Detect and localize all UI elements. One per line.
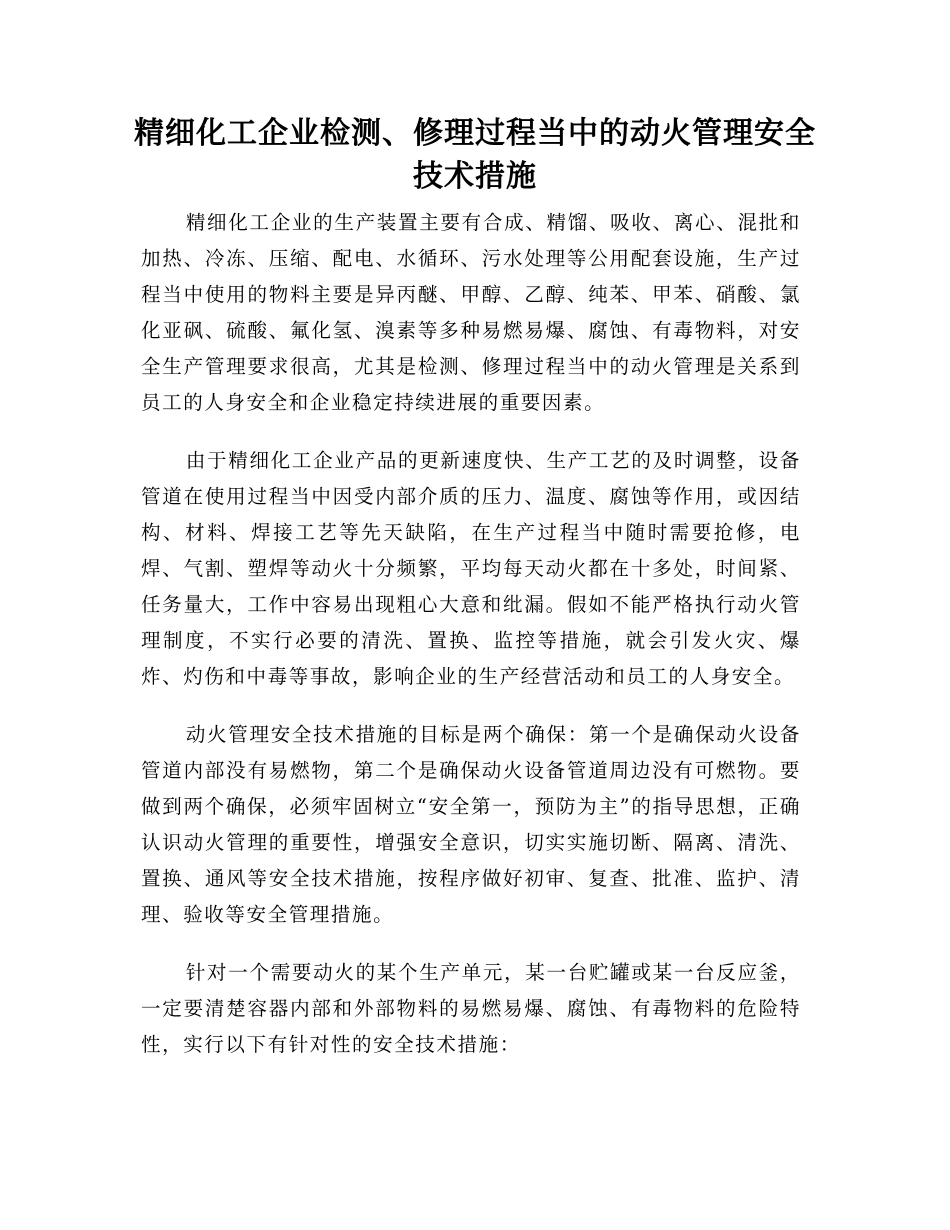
document-title: 精细化工企业检测、修理过程当中的动火管理安全技术措施 — [134, 116, 816, 194]
paragraph-3: 动火管理安全技术措施的目标是两个确保：第一个是确保动火设备管道内部没有易燃物，第二个是确保动火设备管道周边没有可燃物。要做到两个确保，必须牢固树立“安全第一，预防为主”的指导思想，正确认识动火管理的重要性，增强安全意识，切实实施切断、隔离、清洗、置换、通风等安全技术措施，按程序做好初审、复查、批准、监护、清理、验收等安全管理措施。 — [141, 723, 801, 926]
paragraph-2: 由于精细化工企业产品的更新速度快、生产工艺的及时调整，设备管道在使用过程当中因受内部介质的压力、温度、腐蚀等作用，或因结构、材料、焊接工艺等先天缺陷，在生产过程当中随时需要抢修，电焊、气割、塑焊等动火十分频繁，平均每天动火都在十多处，时间紧、任务量大，工作中容易出现粗心大意和纰漏。假如不能严格执行动火管理制度，不实行必要的清洗、置换、监控等措施，就会引发火灾、爆炸、灼伤和中毒等事故，影响企业的生产经营活动和员工的人身安全。 — [141, 449, 801, 688]
paragraph-4: 针对一个需要动火的某个生产单元，某一台贮罐或某一台反应釜，一定要清楚容器内部和外部物料的易燃易爆、腐蚀、有毒物料的危险特性，实行以下有针对性的安全技术措施： — [141, 961, 801, 1056]
paragraph-1: 精细化工企业的生产装置主要有合成、精馏、吸收、离心、混批和加热、冷冻、压缩、配电、水循环、污水处理等公用配套设施，生产过程当中使用的物料主要是异丙醚、甲醇、乙醇、纯苯、甲苯、硝酸、氯化亚砜、硫酸、氟化氢、溴素等多种易燃易爆、腐蚀、有毒物料，对安全生产管理要求很高，尤其是检测、修理过程当中的动火管理是关系到员工的人身安全和企业稳定持续进展的重要因素。 — [141, 211, 801, 414]
document-body — [141, 205, 801, 1085]
